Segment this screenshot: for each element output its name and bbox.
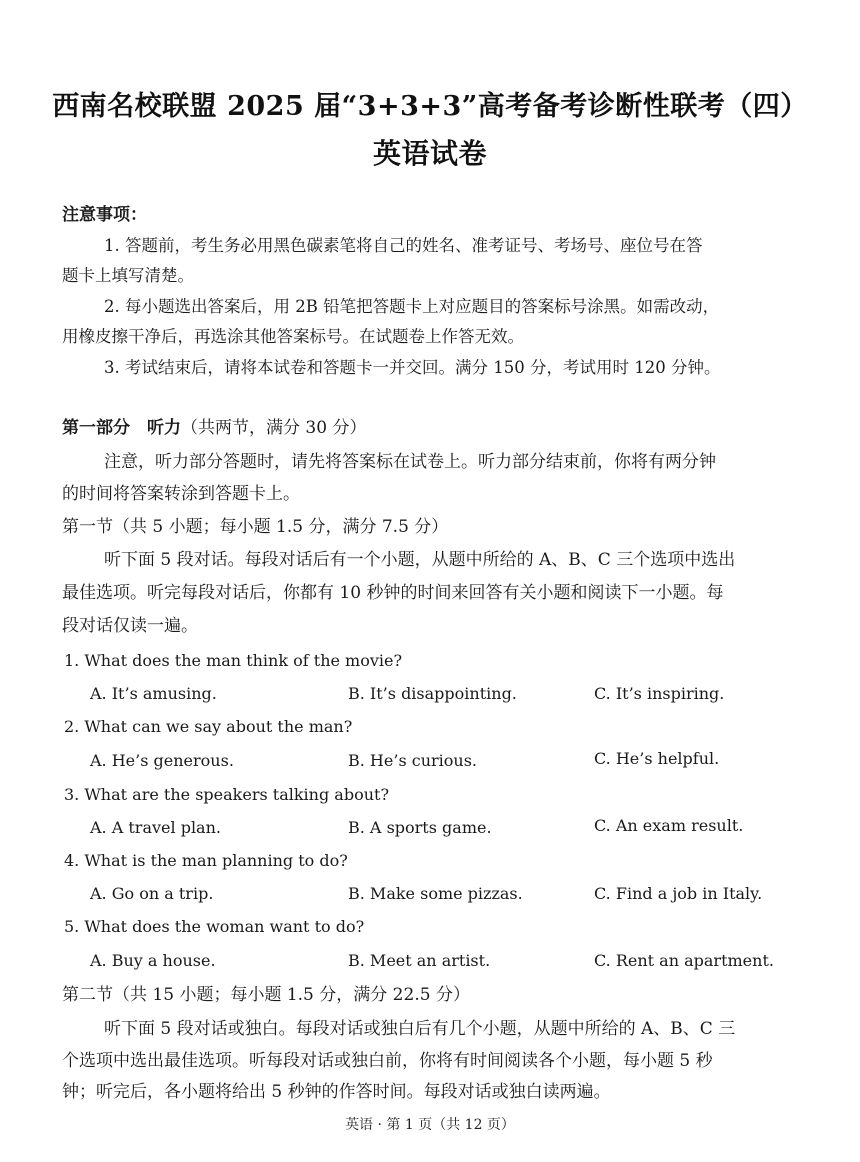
q2-option-b: B. He’s curious. bbox=[348, 751, 477, 770]
notice-item-1-cont: 题卡上填写清楚。 bbox=[62, 266, 194, 285]
question-4: 4. What is the man planning to do? bbox=[64, 851, 348, 870]
question-3: 3. What are the speakers talking about? bbox=[64, 785, 390, 804]
q1-option-b: B. It’s disappointing. bbox=[348, 684, 517, 703]
exam-title: 西南名校联盟 2025 届“3+3+3”高考备考诊断性联考（四） bbox=[52, 91, 808, 122]
exam-subject: 英语试卷 bbox=[372, 137, 487, 170]
notice-item-2-cont: 用橡皮擦干净后，再选涂其他答案标号。在试题卷上作答无效。 bbox=[62, 327, 524, 346]
q4-option-b: B. Make some pizzas. bbox=[348, 884, 523, 903]
q2-option-c: C. He’s helpful. bbox=[594, 749, 720, 768]
q5-option-b: B. Meet an artist. bbox=[348, 951, 491, 970]
q5-option-a: A. Buy a house. bbox=[90, 951, 216, 970]
question-2: 2. What can we say about the man? bbox=[64, 717, 353, 736]
q4-option-c: C. Find a job in Italy. bbox=[594, 884, 763, 903]
q3-option-a: A. A travel plan. bbox=[90, 818, 221, 837]
part1-heading-bold: 第一部分 听力 bbox=[62, 418, 181, 438]
notice-item-1: 1. 答题前，考生务必用黑色碳素笔将自己的姓名、准考证号、考场号、座位号在答 bbox=[104, 236, 703, 255]
question-5: 5. What does the woman want to do? bbox=[64, 917, 365, 936]
section2-instr: 听下面 5 段对话或独白。每段对话或独白后有几个小题，从题中所给的 A、B、C 三 bbox=[104, 1019, 736, 1039]
question-1: 1. What does the man think of the movie? bbox=[64, 651, 403, 670]
part1-intro: 注意，听力部分答题时，请先将答案标在试卷上。听力部分结束前，你将有两分钟 bbox=[104, 452, 716, 472]
q4-option-a: A. Go on a trip. bbox=[90, 884, 214, 903]
section1-heading: 第一节（共 5 小题；每小题 1.5 分，满分 7.5 分） bbox=[62, 517, 449, 537]
part1-heading bbox=[62, 417, 366, 439]
q5-option-c: C. Rent an apartment. bbox=[594, 951, 774, 970]
section1-instr-3: 段对话仅读一遍。 bbox=[62, 616, 198, 636]
q1-option-a: A. It’s amusing. bbox=[90, 684, 217, 703]
section1-instr-2: 最佳选项。听完每段对话后，你都有 10 秒钟的时间来回答有关小题和阅读下一小题。每 bbox=[62, 583, 724, 603]
notice-item-3: 3. 考试结束后，请将本试卷和答题卡一并交回。满分 150 分，考试用时 120 分钟。 bbox=[104, 358, 721, 377]
q3-option-b: B. A sports game. bbox=[348, 818, 492, 837]
q3-option-c: C. An exam result. bbox=[594, 816, 744, 835]
part1-intro-cont: 的时间将答案转涂到答题卡上。 bbox=[62, 484, 300, 504]
page-footer: 英语 · 第 1 页（共 12 页） bbox=[345, 1117, 515, 1133]
section2-instr-2: 个选项中选出最佳选项。听每段对话或独白前，你将有时间阅读各个小题，每小题 5 秒 bbox=[62, 1051, 713, 1071]
q2-option-a: A. He’s generous. bbox=[90, 751, 234, 770]
q1-option-c: C. It’s inspiring. bbox=[594, 684, 725, 703]
section2-instr-3: 钟；听完后，各小题将给出 5 秒钟的作答时间。每段对话或独白读两遍。 bbox=[62, 1082, 611, 1102]
section2-heading: 第二节（共 15 小题；每小题 1.5 分，满分 22.5 分） bbox=[62, 985, 470, 1005]
notice-heading: 注意事项： bbox=[62, 205, 147, 225]
notice-item-2: 2. 每小题选出答案后，用 2B 铅笔把答题卡上对应题目的答案标号涂黑。如需改动， bbox=[104, 297, 720, 316]
part1-heading-rest: （共两节，满分 30 分） bbox=[181, 418, 367, 438]
section1-instr: 听下面 5 段对话。每段对话后有一个小题，从题中所给的 A、B、C 三个选项中选出 bbox=[104, 550, 736, 570]
